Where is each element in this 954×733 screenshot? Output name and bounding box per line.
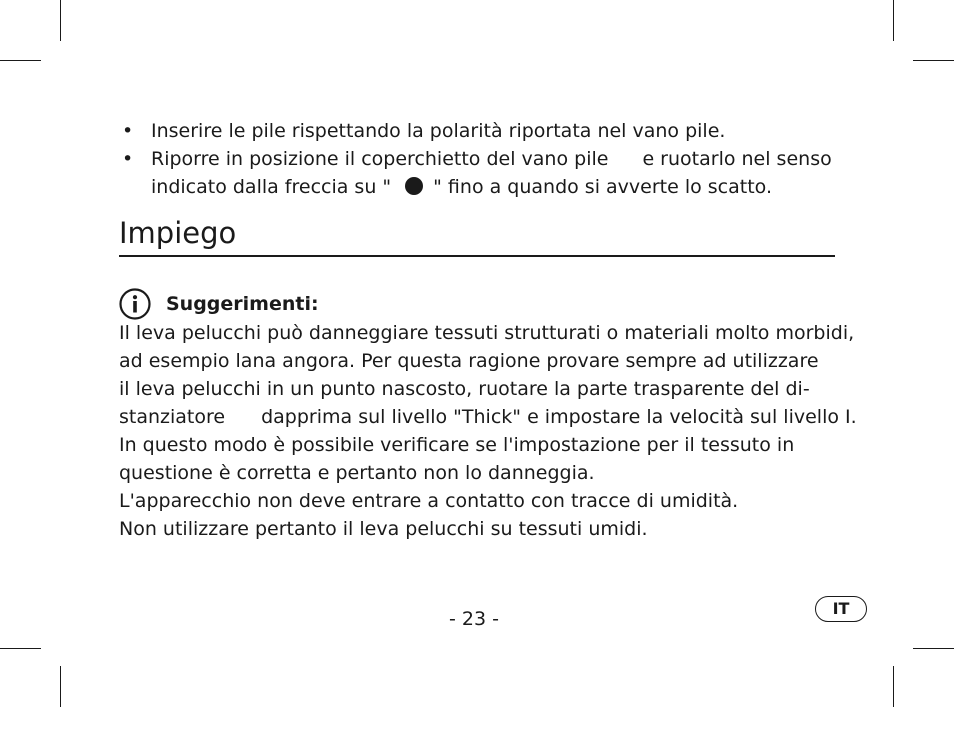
crop-mark <box>0 648 41 649</box>
tip-line: Non utilizzare pertanto il leva pelucchi su tessuti umidi. <box>119 518 648 540</box>
instruction-list <box>120 117 840 201</box>
page-number: - 23 - <box>449 608 499 630</box>
tip-body <box>119 319 857 543</box>
tip-line-text: dapprima sul livello "Thick" e impostare la velocità sul livello I. <box>261 406 857 428</box>
tip-line: In questo modo è possibile verificare se l'impostazione per il tessuto in <box>119 434 795 456</box>
info-icon <box>119 288 151 320</box>
list-item-text: Riporre in posizione il coperchietto del vano pile <box>151 148 609 170</box>
bullet: • <box>122 148 134 170</box>
language-badge: IT <box>815 596 867 622</box>
tip-line-text: stanziatore <box>119 406 226 428</box>
tip-line: Il leva pelucchi può danneggiare tessuti strutturati o materiali molto morbidi, <box>119 322 855 344</box>
tip-line <box>119 403 857 431</box>
list-item-text: e ruotarlo nel senso <box>642 148 832 170</box>
list-item <box>120 117 840 145</box>
list-item <box>120 145 840 201</box>
list-item-text: indicato dalla freccia su " <box>151 176 392 198</box>
bullet: • <box>122 120 134 142</box>
tip-line: ad esempio lana angora. Per questa ragione provare sempre ad utilizzare <box>119 350 819 372</box>
filled-circle-icon <box>405 177 423 195</box>
list-item-text: " fino a quando si avverte lo scatto. <box>433 176 772 198</box>
crop-mark <box>893 0 894 41</box>
tip-header <box>119 287 319 321</box>
tip-label: Suggerimenti: <box>166 293 319 315</box>
tip-line: il leva pelucchi in un punto nascosto, ruotare la parte trasparente del di- <box>119 378 810 400</box>
section-title: Impiego <box>119 216 237 250</box>
crop-mark <box>60 666 61 707</box>
crop-mark <box>60 0 61 41</box>
list-item-text: Inserire le pile rispettando la polarità riportata nel vano pile. <box>151 120 726 142</box>
tip-line: L'apparecchio non deve entrare a contatto con tracce di umidità. <box>119 490 739 512</box>
tip-line: questione è corretta e pertanto non lo danneggia. <box>119 462 595 484</box>
crop-mark <box>913 60 954 61</box>
crop-mark <box>0 60 41 61</box>
heading-rule <box>119 255 835 257</box>
crop-mark <box>893 666 894 707</box>
crop-mark <box>913 648 954 649</box>
